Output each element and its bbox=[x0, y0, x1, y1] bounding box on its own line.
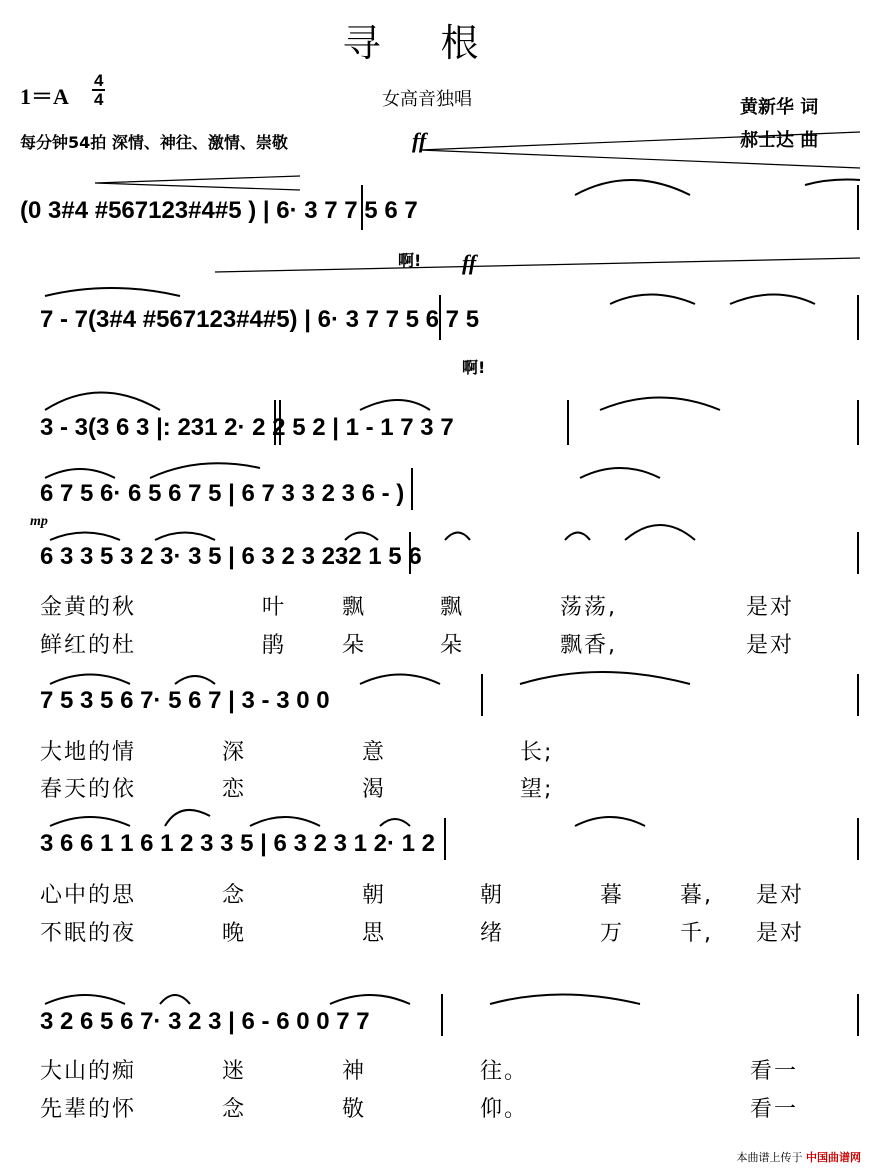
lyric-word: 晚 bbox=[222, 921, 247, 946]
lyric-word: 鲜红的杜 bbox=[40, 633, 137, 658]
exclamation-2: 啊! bbox=[462, 358, 486, 377]
slur bbox=[360, 400, 430, 410]
bar-line bbox=[440, 295, 858, 340]
slur bbox=[330, 995, 410, 1004]
lyric-word: 飘 bbox=[440, 595, 465, 620]
lyric-word: 深 bbox=[222, 740, 247, 765]
slur bbox=[360, 675, 440, 685]
staff-line-2: 7 - 7(3#4 #567123#4#5) | 6· 3 7 7 5 6 7 5 bbox=[40, 306, 480, 333]
lyric-word: 飘 bbox=[342, 595, 367, 620]
composer: 郝士达 曲 bbox=[740, 130, 819, 151]
lyric-word: 长; bbox=[520, 740, 554, 765]
lyricist: 黄新华 词 bbox=[740, 97, 819, 118]
lyric-word: 朝 bbox=[480, 883, 505, 908]
slur bbox=[45, 469, 115, 478]
slur bbox=[580, 468, 660, 478]
subtitle: 女高音独唱 bbox=[382, 89, 472, 110]
slur bbox=[380, 819, 410, 826]
lyric-word: 朝 bbox=[362, 883, 387, 908]
slur bbox=[50, 533, 120, 541]
staff-line-6: 7 5 3 5 6 7· 5 6 7 | 3 - 3 0 0 bbox=[40, 687, 330, 714]
lyric-word: 荡荡, bbox=[560, 595, 617, 620]
dynamic-ff-2: ff bbox=[462, 250, 477, 275]
staff-line-1: (0 3#4 #567123#4#5 ) | 6· 3 7 7 5 6 7 bbox=[20, 197, 418, 224]
lyric-word: 鹃 bbox=[262, 633, 287, 658]
slur bbox=[565, 533, 590, 541]
time-signature-top: 4 bbox=[94, 71, 104, 90]
bar-line bbox=[275, 400, 858, 445]
lyric-word: 渴 bbox=[362, 777, 387, 802]
lyric-word: 先辈的怀 bbox=[40, 1097, 137, 1122]
staff-line-3: 3 - 3(3 6 3 |: 231 2· 2 2 5 2 | 1 - 1 7 3 7 bbox=[40, 414, 454, 441]
lyric-word: 是对 bbox=[746, 633, 795, 658]
slur bbox=[575, 180, 690, 195]
key-signature: 1＝A bbox=[20, 84, 69, 109]
slur bbox=[50, 817, 130, 826]
slur bbox=[175, 676, 215, 684]
exclamation-1: 啊! bbox=[398, 251, 422, 270]
crescendo-hairpin bbox=[215, 258, 860, 272]
lyric-word: 千, bbox=[680, 921, 713, 946]
slur bbox=[45, 995, 125, 1004]
lyric-word: 暮 bbox=[600, 883, 625, 908]
lyric-word: 念 bbox=[222, 883, 247, 908]
footer-credit bbox=[737, 1149, 862, 1165]
lyric-word: 飘香, bbox=[560, 633, 617, 658]
tempo-marking: 每分钟54拍 深情、神往、激情、崇敬 bbox=[20, 133, 288, 152]
slur bbox=[520, 672, 690, 684]
staff-line-8: 3 2 6 5 6 7· 3 2 3 | 6 - 6 0 0 7 7 bbox=[40, 1008, 370, 1035]
lyric-word: 神 bbox=[342, 1059, 367, 1084]
slur bbox=[445, 533, 470, 541]
dynamic-mp: mp bbox=[30, 514, 48, 529]
slur bbox=[600, 398, 720, 411]
lyric-word: 念 bbox=[222, 1097, 247, 1122]
page-title: 寻根 bbox=[342, 21, 539, 65]
footer-brand[interactable]: 中国曲谱网 bbox=[806, 1151, 861, 1164]
lyric-word: 迷 bbox=[222, 1059, 247, 1084]
slur bbox=[575, 817, 645, 826]
slur bbox=[805, 180, 860, 185]
lyric-word: 看一 bbox=[750, 1059, 799, 1084]
slur bbox=[45, 393, 160, 411]
lyric-word: 望; bbox=[520, 777, 554, 802]
slur bbox=[45, 288, 180, 296]
crescendo-hairpin bbox=[420, 132, 860, 168]
lyric-word: 绪 bbox=[480, 921, 505, 946]
lyric-word: 是对 bbox=[746, 595, 795, 620]
lyric-word: 不眠的夜 bbox=[40, 921, 137, 946]
lyric-word: 春天的依 bbox=[40, 777, 137, 802]
lyric-word: 大山的痴 bbox=[40, 1059, 137, 1084]
lyric-word: 恋 bbox=[222, 777, 247, 802]
lyric-word: 暮, bbox=[680, 883, 713, 908]
lyric-word: 心中的思 bbox=[40, 883, 137, 908]
slur bbox=[490, 995, 640, 1005]
lyric-word: 大地的情 bbox=[40, 740, 137, 765]
lyric-word: 仰。 bbox=[480, 1097, 529, 1122]
slur bbox=[160, 995, 190, 1004]
lyric-word: 看一 bbox=[750, 1097, 799, 1122]
slur bbox=[730, 295, 815, 305]
staff-line-5: 6 3 3 5 3 2 3· 3 5 | 6 3 2 3 232 1 5 6 bbox=[40, 543, 422, 570]
bar-line bbox=[362, 185, 858, 230]
lyric-word: 思 bbox=[362, 921, 387, 946]
bar-line bbox=[482, 674, 858, 716]
bar-line bbox=[410, 532, 858, 574]
lyric-word: 是对 bbox=[756, 921, 805, 946]
time-signature-bottom: 4 bbox=[94, 90, 104, 109]
lyric-word: 朵 bbox=[342, 633, 367, 658]
slur bbox=[610, 295, 695, 305]
footer-prefix: 本曲谱上传于 bbox=[736, 1151, 803, 1164]
slur bbox=[50, 675, 130, 685]
lyric-word: 金黄的秋 bbox=[40, 595, 137, 620]
dynamic-ff-1: ff bbox=[412, 128, 427, 153]
lyric-word: 往。 bbox=[480, 1059, 529, 1084]
lyric-word: 是对 bbox=[756, 883, 805, 908]
lyric-word: 敬 bbox=[342, 1097, 367, 1122]
staff-line-7: 3 6 6 1 1 6 1 2 3 3 5 | 6 3 2 3 1 2· 1 2 bbox=[40, 830, 436, 857]
lyric-word: 叶 bbox=[262, 595, 287, 620]
lyric-word: 朵 bbox=[440, 633, 465, 658]
slur bbox=[165, 810, 210, 826]
slur bbox=[150, 463, 260, 478]
staff-line-4: 6 7 5 6· 6 5 6 7 5 | 6 7 3 3 2 3 6 - ) bbox=[40, 480, 405, 507]
slur bbox=[345, 533, 378, 541]
slur bbox=[625, 525, 695, 540]
slur bbox=[250, 817, 320, 826]
bar-line bbox=[445, 818, 858, 860]
lyric-word: 意 bbox=[362, 740, 387, 765]
crescendo-hairpin bbox=[95, 176, 300, 190]
lyric-word: 万 bbox=[600, 921, 625, 946]
slur bbox=[155, 533, 215, 541]
